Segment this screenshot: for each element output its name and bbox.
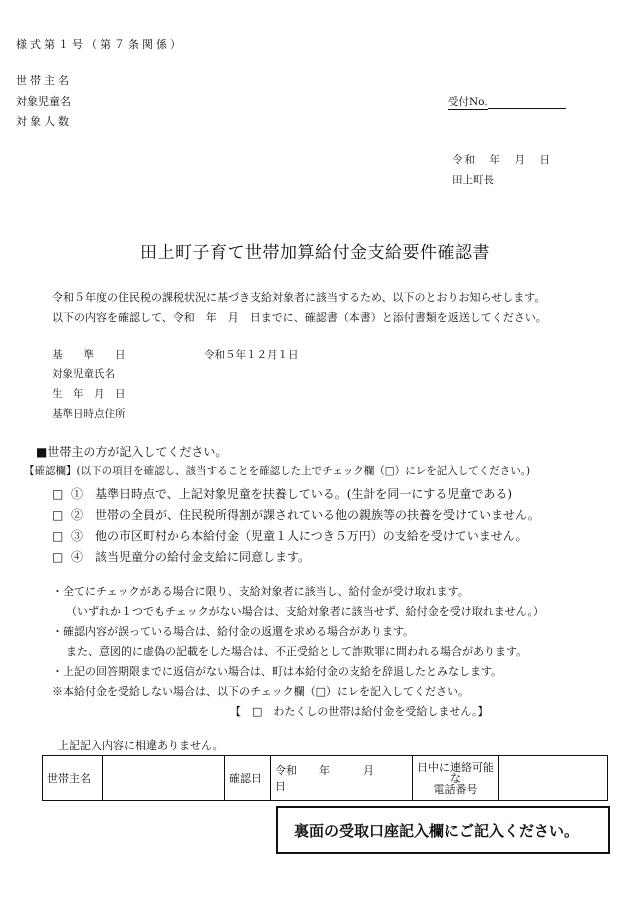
check-item-3[interactable] — [52, 527, 527, 544]
note-4: また、意図的に虚偽の記載をした場合は、不正受給として詐欺罪に問われる場合があります。 — [66, 645, 528, 658]
confirm-note: 【確認欄】(以下の項目を確認し、該当することを確認した上でチェック欄（□）にレを記入してください。) — [24, 465, 531, 477]
receipt-label: 受付No. — [448, 96, 488, 108]
household-head-input[interactable] — [103, 756, 225, 801]
back-notice-box — [276, 806, 610, 854]
phone-input[interactable] — [499, 756, 608, 801]
page-title: 田上町子育て世帯加算給付金支給要件確認書 — [140, 243, 490, 263]
household-head-label: 世帯主名 — [16, 74, 72, 87]
check-item-2[interactable] — [52, 506, 540, 523]
base-date-value: 令和５年１２月１日 — [204, 349, 299, 361]
affirmation: 上記記入内容に相違ありません。 — [58, 739, 224, 752]
base-date-label: 基 準 日 — [52, 349, 126, 361]
check-item-3-text: ③ 他の市区町村から本給付金（児童１人につき５万円）の支給を受けていません。 — [70, 529, 528, 543]
note-1: ・全てにチェックがある場合に限り、支給対象者に該当し、給付金が受け取れます。 — [52, 585, 469, 598]
mayor-label: 田上町長 — [452, 174, 494, 186]
back-notice-text: 裏面の受取口座記入欄にご記入ください。 — [294, 821, 580, 840]
checkbox-4[interactable]: □ — [52, 550, 64, 564]
note-6: ※本給付金を受給しない場合は、以下のチェック欄（□）にレを記入してください。 — [52, 685, 470, 698]
receipt-line — [488, 96, 566, 109]
receipt-number — [448, 94, 566, 110]
household-head-cell-label: 世帯主名 — [43, 756, 103, 801]
note-3: ・確認内容が誤っている場合は、給付金の返還を求める場合があります。 — [52, 625, 415, 638]
intro-line-1: 令和５年度の住民税の課税状況に基づき支給対象者に該当するため、以下のとおりお知らせします。 — [52, 291, 546, 304]
check-item-4-text: ④ 該当児童分の給付金支給に同意します。 — [70, 550, 311, 564]
checkbox-3[interactable]: □ — [52, 529, 64, 543]
checkbox-1[interactable]: □ — [52, 487, 64, 501]
check-item-1[interactable] — [52, 485, 512, 502]
check-item-2-text: ② 世帯の全員が、住民税所得割が課されている他の親族等の扶養を受けていません。 — [70, 508, 540, 522]
decline-checkbox-line[interactable]: 【 □ わたくしの世帯は給付金を受給しません。】 — [230, 705, 489, 718]
address-label: 基準日時点住所 — [52, 408, 126, 420]
phone-label-line-1: 日中に連絡可能な — [417, 760, 494, 785]
phone-label-line-2: 電話番号 — [433, 782, 478, 796]
confirm-date-input[interactable]: 令和 年 月 日 — [271, 756, 413, 801]
target-child-label: 対象児童名 — [16, 95, 71, 108]
child-name-label: 対象児童氏名 — [52, 368, 115, 380]
birthdate-label: 生 年 月 日 — [52, 388, 126, 400]
form-number: 様式第１号（第７条関係） — [16, 38, 184, 51]
target-count-label: 対象人数 — [16, 115, 72, 128]
signature-table — [42, 755, 608, 801]
checkbox-2[interactable]: □ — [52, 508, 64, 522]
check-item-4[interactable] — [52, 548, 310, 565]
issue-date: 令和 年 月 日 — [452, 154, 552, 166]
note-5: ・上記の回答期限までに返信がない場合は、町は本給付金の支給を辞退したとみなします。 — [52, 665, 503, 678]
intro-line-2: 以下の内容を確認して、令和 年 月 日までに、確認書（本書）と添付書類を返送してください。 — [52, 311, 547, 324]
note-2: （いずれか１つでもチェックがない場合は、支給対象者に該当せず、給付金を受け取れません。） — [66, 605, 544, 618]
confirm-date-cell-label: 確認日 — [225, 756, 271, 801]
phone-cell-label — [413, 756, 499, 801]
section-heading: ■世帯主の方が記入してください。 — [36, 445, 228, 459]
check-item-1-text: ① 基準日時点で、上記対象児童を扶養している。(生計を同一にする児童である) — [70, 487, 513, 501]
